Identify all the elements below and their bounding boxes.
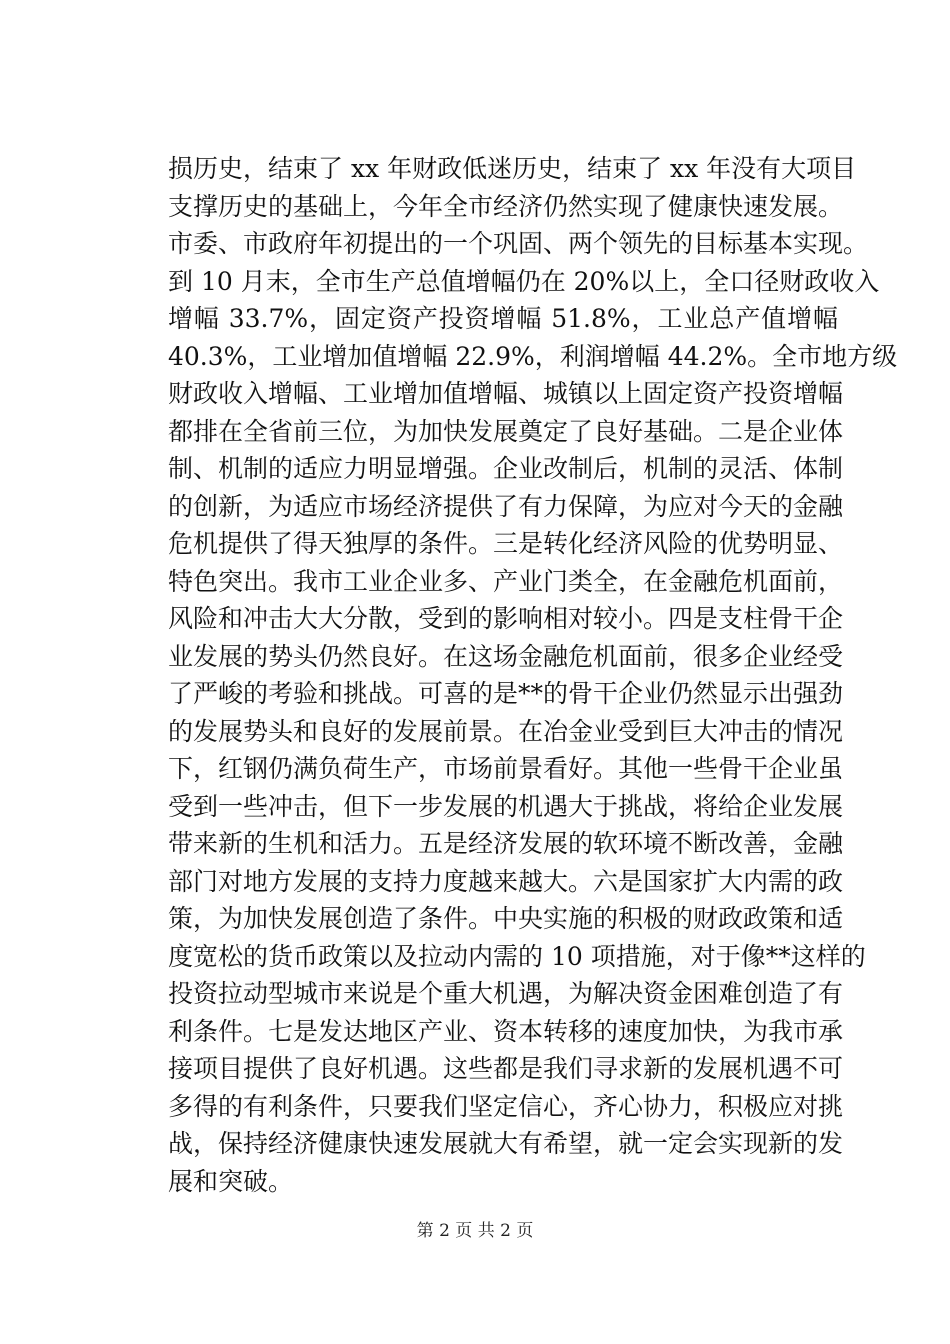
text-line: 的发展势头和良好的发展前景。在冶金业受到巨大冲击的情况 xyxy=(168,716,844,746)
text-line: 危机提供了得天独厚的条件。三是转化经济风险的优势明显、 xyxy=(168,529,844,558)
body-paragraph xyxy=(168,150,898,1200)
text-line: 多得的有利条件，只要我们坚定信心，齐心协力，积极应对挑 xyxy=(168,1091,844,1121)
text-line: 带来新的生机和活力。五是经济发展的软环境不断改善，金融 xyxy=(168,829,844,858)
text-line: 部门对地方发展的支持力度越来越大。六是国家扩大内需的政 xyxy=(168,866,844,896)
text-line: 支撑历史的基础上，今年全市经济仍然实现了健康快速发展。 xyxy=(168,191,844,221)
text-line: 损历史，结束了 xx 年财政低迷历史，结束了 xx 年没有大项目 xyxy=(168,154,857,183)
page-number-footer: 第 2 页 共 2 页 xyxy=(416,1221,534,1241)
text-line: 利条件。七是发达地区产业、资本转移的速度加快，为我市承 xyxy=(168,1016,844,1046)
text-line: 市委、市政府年初提出的一个巩固、两个领先的目标基本实现。 xyxy=(168,229,869,258)
text-line: 增幅 33.7%，固定资产投资增幅 51.8%，工业总产值增幅 xyxy=(168,304,838,333)
text-line: 投资拉动型城市来说是个重大机遇，为解决资金困难创造了有 xyxy=(168,979,844,1008)
text-line: 策，为加快发展创造了条件。中央实施的积极的财政政策和适 xyxy=(168,904,844,933)
text-line: 到 10 月末，全市生产总值增幅仍在 20%以上，全口径财政收入 xyxy=(168,266,880,296)
text-line: 40.3%，工业增加值增幅 22.9%，利润增幅 44.2%。全市地方级 xyxy=(168,341,898,371)
text-line: 了严峻的考验和挑战。可喜的是**的骨干企业仍然显示出强劲 xyxy=(168,679,844,708)
text-line: 制、机制的适应力明显增强。企业改制后，机制的灵活、体制 xyxy=(168,454,844,483)
text-line: 风险和冲击大大分散，受到的影响相对较小。四是支柱骨干企 xyxy=(168,604,844,633)
text-line: 都排在全省前三位，为加快发展奠定了良好基础。二是企业体 xyxy=(168,416,844,446)
text-line: 下，红钢仍满负荷生产，市场前景看好。其他一些骨干企业虽 xyxy=(168,754,844,783)
text-line: 战，保持经济健康快速发展就大有希望，就一定会实现新的发 xyxy=(168,1129,844,1158)
text-line: 受到一些冲击，但下一步发展的机遇大于挑战，将给企业发展 xyxy=(168,791,844,821)
text-line: 度宽松的货币政策以及拉动内需的 10 项措施，对于像**这样的 xyxy=(168,941,866,971)
text-line: 财政收入增幅、工业增加值增幅、城镇以上固定资产投资增幅 xyxy=(168,379,844,408)
text-line: 接项目提供了良好机遇。这些都是我们寻求新的发展机遇不可 xyxy=(168,1054,844,1083)
text-line: 展和突破。 xyxy=(168,1166,294,1196)
text-line: 业发展的势头仍然良好。在这场金融危机面前，很多企业经受 xyxy=(168,641,844,671)
text-line: 的创新，为适应市场经济提供了有力保障，为应对今天的金融 xyxy=(168,491,844,521)
text-line: 特色突出。我市工业企业多、产业门类全，在金融危机面前， xyxy=(168,566,844,596)
